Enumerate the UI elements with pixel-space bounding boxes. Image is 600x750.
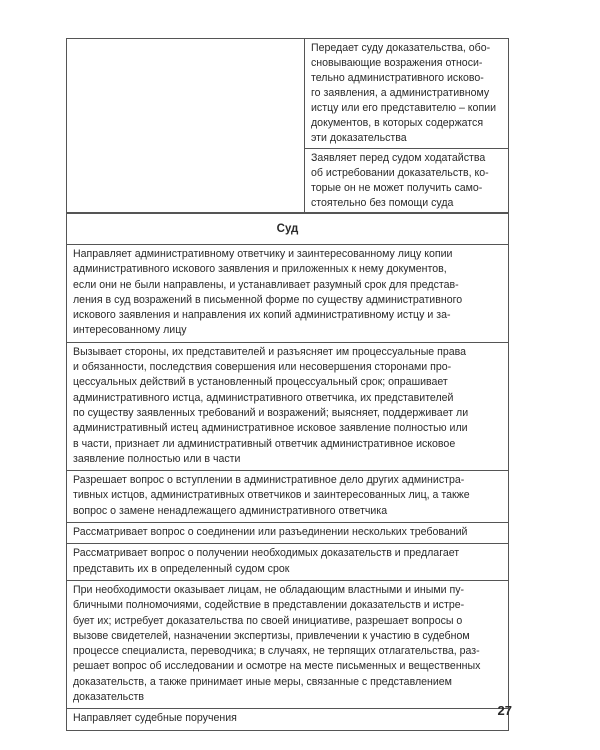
table-cell: Передает суду доказательства, обо- сновывающие возражения относи- тельно административного исково- го заявления, а административному истцу или его представителю – копии документов, в которых содержатся эти доказательства (311, 42, 497, 144)
table-row: При необходимости оказывает лицам, не обладающим властными и иными пу- бличными полномочиями, содействие в представлении доказательств и истре- бует их; истребует доказательства по своей инициативе, разрешает вопросы о вызове свидетелей, назначении экспертизы, привлечении к участию в судебном процессе специалиста, переводчика; в случаях, не терпящих отлагательства, раз- решает вопрос об исследовании и осмотре на месте письменных и вещественных доказательств, а также принимает иные меры, связанные с представлением доказательств (67, 580, 508, 708)
table-row: Рассматривает вопрос о получении необходимых доказательств и предлагает представить их в определенный судом срок (67, 543, 508, 580)
table-cell: Заявляет перед судом ходатайства об истребовании доказательств, ко- торые он не может получить само- стоятельно без помощи суда (305, 148, 508, 213)
table-row: Рассматривает вопрос о соединении или разъединении нескольких требований (67, 522, 508, 543)
table-row: Направляет административному ответчику и заинтересованному лицу копии административного искового заявления и приложенных к нему документов, если они не были направлены, и устанавливает разумный срок для представ- ления в суд возражений в письменной форме по существу административного искового заявления и направления их копий административному истцу и за- интересованному лицу (73, 248, 463, 337)
table-row: Направляет судебные поручения (67, 708, 508, 729)
table-column-right (305, 39, 508, 213)
table-row: Вызывает стороны, их представителей и разъясняет им процессуальные права и обязанности, последствия совершения или несовершения сторонами про- цессуальных действий в установленный процессуальный срок; опрашивает административного истца, административного ответчика, их представителей по существу заявленных требований и возражений; выясняет, поддерживает ли административный истец административное исковое заявление полностью или в части, признает ли административный ответчик административное исковое заявление полностью или в части (67, 342, 508, 470)
page-number: 27 (497, 703, 512, 718)
table-header: Суд (67, 213, 508, 245)
table-row: Разрешает вопрос о вступлении в административное дело других администра- тивных истцов, административных ответчиков и заинтересованных лиц, а также вопрос о замене ненадлежащего административного ответчика (67, 470, 508, 522)
court-actions-table (66, 212, 509, 731)
table-cell-empty (67, 39, 305, 213)
obligations-table (66, 38, 509, 214)
